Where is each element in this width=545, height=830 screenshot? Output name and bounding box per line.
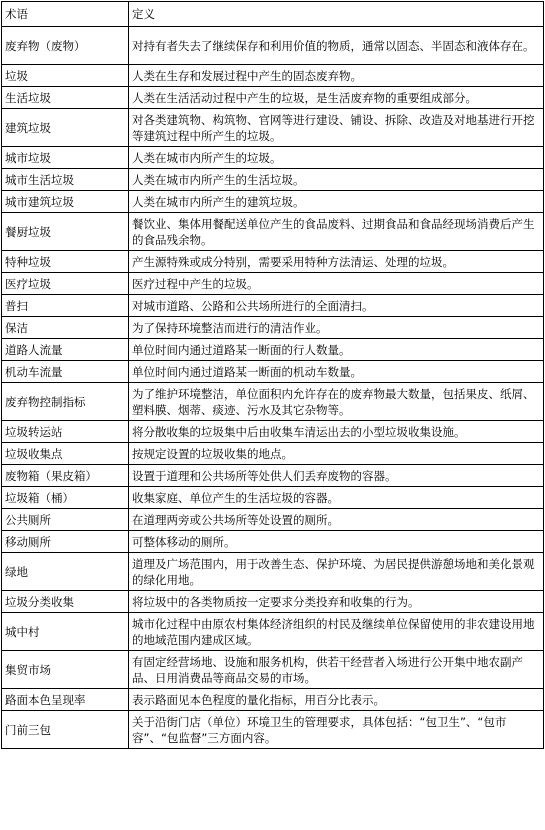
term-cell: 废弃物（废物）: [2, 27, 129, 65]
definition-cell: 人类在生存和发展过程中产生的固态废弃物。: [129, 65, 544, 87]
definition-cell: 对持有者失去了继续保存和利用价值的物质，通常以固态、半固态和液体存在。: [129, 27, 544, 65]
term-cell: 垃圾分类收集: [2, 591, 129, 613]
table-row: [2, 421, 544, 443]
definition-cell: 按规定设置的垃圾收集的地点。: [129, 443, 544, 465]
term-cell: 垃圾箱（桶）: [2, 487, 129, 509]
table-row: [2, 591, 544, 613]
term-cell: 机动车流量: [2, 361, 129, 383]
term-cell: 特种垃圾: [2, 251, 129, 273]
term-cell: 城市垃圾: [2, 147, 129, 169]
header-term: 术语: [2, 2, 129, 27]
table-row: [2, 531, 544, 553]
header-row: [2, 2, 544, 27]
term-cell: 保洁: [2, 317, 129, 339]
table-row: [2, 87, 544, 109]
table-row: [2, 553, 544, 591]
table-row: [2, 273, 544, 295]
definition-cell: 人类在生活活动过程中产生的垃圾，是生活废弃物的重要组成部分。: [129, 87, 544, 109]
term-cell: 移动厕所: [2, 531, 129, 553]
term-cell: 城市生活垃圾: [2, 169, 129, 191]
term-cell: 公共厕所: [2, 509, 129, 531]
term-cell: 门前三包: [2, 711, 129, 749]
term-cell: 绿地: [2, 553, 129, 591]
term-cell: 道路人流量: [2, 339, 129, 361]
table-row: [2, 361, 544, 383]
definition-cell: 城市化过程中由原农村集体经济组织的村民及继续单位保留使用的非农建设用地的地域范围内建成区域。: [129, 613, 544, 651]
table-row: [2, 109, 544, 147]
definition-cell: 为了保持环境整洁而进行的清洁作业。: [129, 317, 544, 339]
term-cell: 垃圾转运站: [2, 421, 129, 443]
term-cell: 普扫: [2, 295, 129, 317]
table-row: [2, 509, 544, 531]
table-row: [2, 487, 544, 509]
terms-table: [1, 1, 544, 749]
definition-cell: 人类在城市内所产生的建筑垃圾。: [129, 191, 544, 213]
term-cell: 垃圾收集点: [2, 443, 129, 465]
table-row: [2, 383, 544, 421]
table-row: [2, 443, 544, 465]
table-row: [2, 339, 544, 361]
definition-cell: 设置于道理和公共场所等处供人们丢弃废物的容器。: [129, 465, 544, 487]
term-cell: 城中村: [2, 613, 129, 651]
definition-cell: 道理及广场范围内，用于改善生态、保护环境、为居民提供游憩场地和美化景观的绿化用地。: [129, 553, 544, 591]
definition-cell: 人类在城市内所产生的垃圾。: [129, 147, 544, 169]
term-cell: 集贸市场: [2, 651, 129, 689]
definition-cell: 对各类建筑物、构筑物、官网等进行建设、铺设、拆除、改造及对地基进行开挖等建筑过程中所产生的垃圾。: [129, 109, 544, 147]
definition-cell: 可整体移动的厕所。: [129, 531, 544, 553]
term-cell: 医疗垃圾: [2, 273, 129, 295]
definition-cell: 单位时间内通过道路某一断面的行人数量。: [129, 339, 544, 361]
table-row: [2, 147, 544, 169]
table-row: [2, 711, 544, 749]
term-cell: 城市建筑垃圾: [2, 191, 129, 213]
term-cell: 生活垃圾: [2, 87, 129, 109]
table-row: [2, 295, 544, 317]
term-cell: 废物箱（果皮箱）: [2, 465, 129, 487]
table-row: [2, 213, 544, 251]
definition-cell: 表示路面见本色程度的量化指标，用百分比表示。: [129, 689, 544, 711]
definition-cell: 医疗过程中产生的垃圾。: [129, 273, 544, 295]
definition-cell: 人类在城市内所产生的生活垃圾。: [129, 169, 544, 191]
table-row: [2, 613, 544, 651]
definition-cell: 在道理两旁或公共场所等处设置的厕所。: [129, 509, 544, 531]
table-row: [2, 651, 544, 689]
definition-cell: 为了维护环境整洁，单位面积内允许存在的废弃物最大数量，包括果皮、纸屑、塑料膜、烟蒂、痰迹、污水及其它杂物等。: [129, 383, 544, 421]
table-row: [2, 191, 544, 213]
definition-cell: 产生源特殊或成分特别，需要采用特种方法清运、处理的垃圾。: [129, 251, 544, 273]
term-cell: 废弃物控制指标: [2, 383, 129, 421]
table-row: [2, 251, 544, 273]
definition-cell: 餐饮业、集体用餐配送单位产生的食品废料、过期食品和食品经现场消费后产生的食品残余物。: [129, 213, 544, 251]
definition-cell: 单位时间内通过道路某一断面的机动车数量。: [129, 361, 544, 383]
header-definition: 定义: [129, 2, 544, 27]
table-row: [2, 689, 544, 711]
term-cell: 建筑垃圾: [2, 109, 129, 147]
definition-cell: 对城市道路、公路和公共场所进行的全面清扫。: [129, 295, 544, 317]
table-row: [2, 169, 544, 191]
table-row: [2, 465, 544, 487]
definition-cell: 将垃圾中的各类物质按一定要求分类投弃和收集的行为。: [129, 591, 544, 613]
definition-cell: 将分散收集的垃圾集中后由收集车清运出去的小型垃圾收集设施。: [129, 421, 544, 443]
term-cell: 垃圾: [2, 65, 129, 87]
definition-cell: 有固定经营场地、设施和服务机构，供若干经营者入场进行公开集中地农副产品、日用消费品等商品交易的市场。: [129, 651, 544, 689]
definition-cell: 收集家庭、单位产生的生活垃圾的容器。: [129, 487, 544, 509]
table-row: [2, 317, 544, 339]
table-row: [2, 65, 544, 87]
table-row: [2, 27, 544, 65]
term-cell: 餐厨垃圾: [2, 213, 129, 251]
definition-cell: 关于沿街门店（单位）环境卫生的管理要求，具体包括：“包卫生”、“包市容”、“包监督”三方面内容。: [129, 711, 544, 749]
term-cell: 路面本色呈现率: [2, 689, 129, 711]
